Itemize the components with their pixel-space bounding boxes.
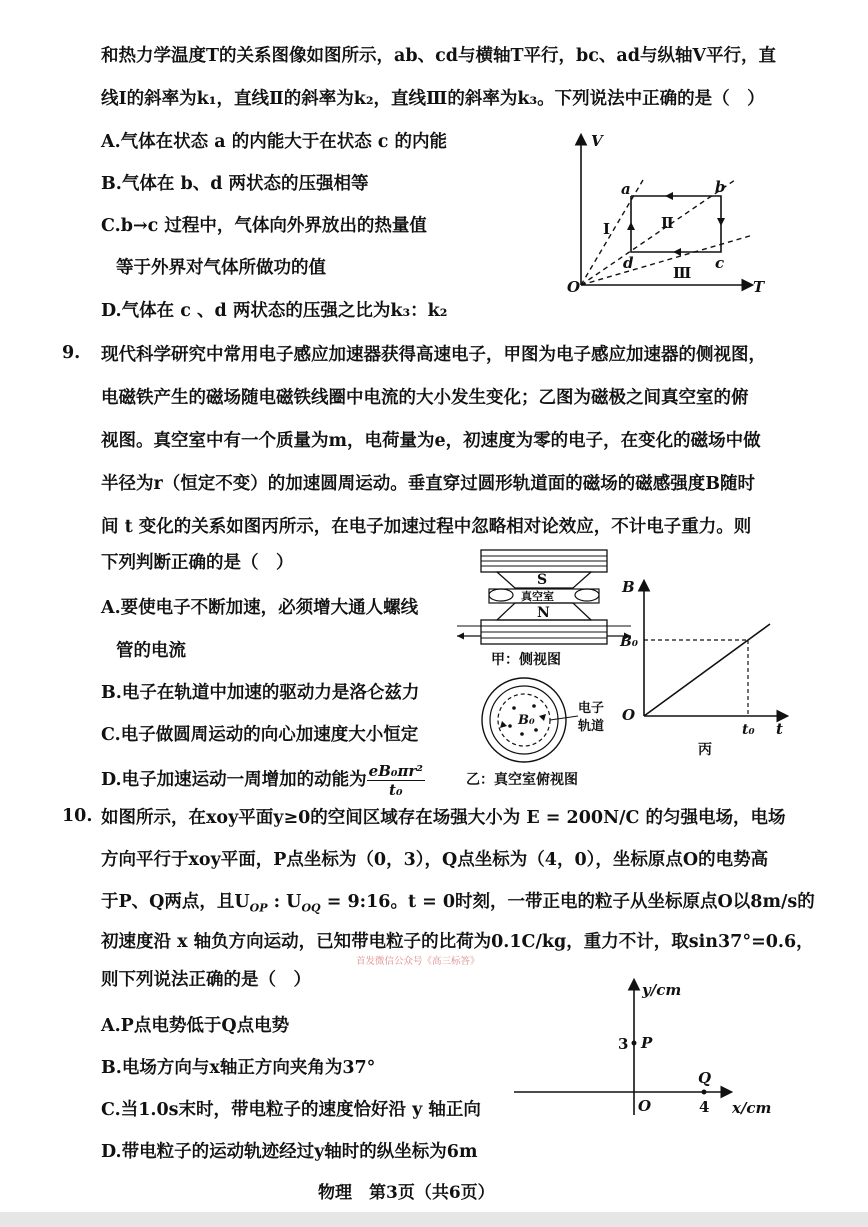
q10-stem-line3: [101, 890, 815, 921]
q9-stem-line1: 现代科学研究中常用电子感应加速器获得高速电子，甲图为电子感应加速器的侧视图，: [101, 345, 766, 365]
q8-option-d: D.气体在 c 、d 两状态的压强之比为k₃：k₂: [101, 301, 448, 321]
q10-xoy-graph: [510, 975, 770, 1125]
q9-bing-label-b: B: [622, 578, 635, 596]
q8-option-c-line1: C.b→c 过程中，气体向外界放出的热量值: [101, 216, 427, 236]
q10-option-d: D.带电粒子的运动轨迹经过y轴时的纵坐标为6m: [101, 1142, 478, 1162]
page-footer: 物理 第3页（共6页）: [318, 1183, 495, 1203]
q10-number: 10.: [62, 806, 93, 826]
q9-fig-jia: [455, 548, 635, 678]
q8-vt-graph: [565, 130, 765, 310]
q8-stem-line1: 和热力学温度T的关系图像如图所示，ab、cd与横轴T平行，bc、ad与纵轴V平行，直: [101, 46, 777, 66]
q9-bing-b0: B₀: [620, 634, 638, 650]
q10-stem-line3-b: : U: [267, 892, 302, 912]
q8-label-line3: Ⅲ: [673, 264, 692, 282]
q8-option-c-line2: 等于外界对气体所做功的值: [116, 258, 326, 278]
q9-option-d: [101, 760, 425, 800]
q10-stem-line1: 如图所示，在xoy平面y≥0的空间区域存在场强大小为 E = 200N/C 的匀强电场，电场: [101, 808, 786, 828]
q10-stem-line4: 初速度沿 x 轴负方向运动，已知带电粒子的比荷为0.1C/kg，重力不计，取sin37°=0.6，: [101, 932, 814, 952]
q10-label-4: 4: [699, 1098, 710, 1116]
q8-label-line1: Ⅰ: [603, 220, 611, 238]
q10-point-q: [702, 1090, 707, 1095]
q9-stem-line6: 下列判断正确的是（ ）: [101, 553, 294, 573]
q10-label-y: y/cm: [642, 981, 682, 999]
q10-label-origin: O: [638, 1097, 652, 1115]
q9-option-c: C.电子做圆周运动的向心加速度大小恒定: [101, 725, 419, 745]
q10-label-p: P: [641, 1034, 653, 1052]
page-bottom-edge: [0, 1212, 868, 1227]
q8-point-c: c: [715, 254, 725, 272]
q9-stem-line3: 视图。真空室中有一个质量为m，电荷量为e，初速度为零的电子，在变化的磁场中做: [101, 431, 761, 451]
q9-bing-line: [644, 624, 770, 716]
q9-option-b: B.电子在轨道中加速的驱动力是洛仑兹力: [101, 683, 420, 703]
q9-option-d-fraction: [367, 762, 425, 799]
q9-yi-orbit-line1: 电子: [578, 701, 605, 716]
q8-option-a: A.气体在状态 a 的内能大于在状态 c 的内能: [101, 132, 448, 152]
q10-point-p: [632, 1041, 637, 1046]
q10-label-x: x/cm: [732, 1099, 772, 1117]
q8-label-line2: Ⅱ: [661, 214, 674, 232]
q9-option-d-numerator: eB₀πr²: [368, 762, 423, 780]
q9-yi-orbit-line2: 轨道: [578, 719, 605, 734]
q9-option-d-denominator: t₀: [389, 781, 403, 799]
q10-stem-line3-c: = 9:16。t = 0时刻，一带正电的粒子从坐标原点O以8m/s的: [320, 892, 815, 912]
q9-stem-line2: 电磁铁产生的磁场随电磁铁线圈中电流的大小发生变化；乙图为磁极之间真空室的俯: [101, 388, 749, 408]
q9-option-a-line2: 管的电流: [116, 641, 186, 661]
q9-number: 9.: [62, 343, 81, 363]
q10-label-q: Q: [698, 1069, 712, 1087]
q10-sub-op: OP: [249, 901, 268, 915]
q9-fig-bing: [618, 576, 808, 766]
q9-bing-origin: O: [622, 706, 636, 724]
q8-cycle: [631, 196, 721, 252]
q10-stem-line5: 则下列说法正确的是（ ）: [101, 970, 311, 990]
q10-stem-line2: 方向平行于xoy平面，P点坐标为（0，3），Q点坐标为（4，0），坐标原点O的电势高: [101, 850, 769, 870]
q8-label-v: V: [591, 132, 603, 150]
q8-label-origin: O: [567, 278, 581, 296]
q9-yi-b0: B₀: [518, 713, 535, 728]
q9-option-a-line1: A.要使电子不断加速，必须增大通人螺线: [101, 598, 419, 618]
q9-jia-caption: 甲：侧视图: [491, 652, 561, 668]
q9-option-d-text: D.电子加速运动一周增加的动能为: [101, 770, 367, 790]
q9-jia-n: N: [537, 605, 550, 621]
q10-option-c: C.当1.0s末时，带电粒子的速度恰好沿 y 轴正向: [101, 1100, 481, 1120]
q9-bing-caption: 丙: [698, 742, 712, 758]
q8-stem-line2: 线Ⅰ的斜率为k₁，直线Ⅱ的斜率为k₂，直线Ⅲ的斜率为k₃。下列说法中正确的是（ ）: [101, 89, 765, 109]
q9-bing-label-t: t: [776, 720, 783, 738]
q10-option-b: B.电场方向与x轴正方向夹角为37°: [101, 1058, 376, 1078]
q8-option-b: B.气体在 b、d 两状态的压强相等: [101, 174, 369, 194]
q10-watermark: 首发微信公众号《高三标答》: [356, 956, 480, 967]
q10-sub-oq: OQ: [301, 901, 321, 915]
q10-stem-line3-a: 于P、Q两点，且U: [101, 892, 250, 912]
q9-jia-chamber: 真空室: [521, 590, 554, 603]
q10-label-3: 3: [618, 1035, 629, 1053]
q9-bing-t0: t₀: [742, 722, 755, 738]
q9-stem-line4: 半径为r（恒定不变）的加速圆周运动。垂直穿过圆形轨道面的磁场的磁感强度B随时: [101, 474, 756, 494]
q9-stem-line5: 间 t 变化的关系如图丙所示，在电子加速过程中忽略相对论效应，不计电子重力。则: [101, 517, 752, 537]
q8-point-d: d: [623, 254, 634, 272]
q10-option-a: A.P点电势低于Q点电势: [101, 1016, 290, 1036]
q9-jia-s: S: [537, 572, 548, 588]
q8-point-a: a: [621, 180, 631, 198]
q8-label-t: T: [753, 278, 765, 296]
q8-point-b: b: [715, 178, 726, 196]
q9-yi-caption: 乙：真空室俯视图: [466, 772, 578, 788]
